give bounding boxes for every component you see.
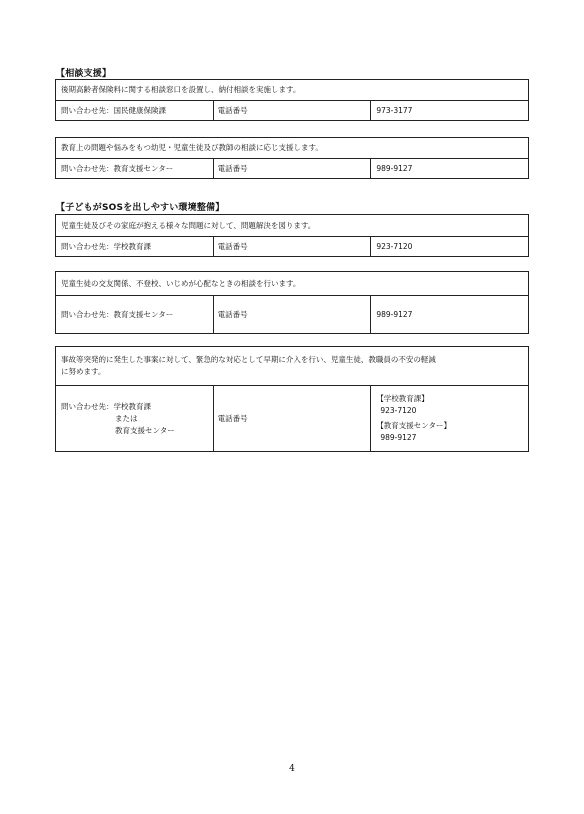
- box-description-line-1: 事故等突発的に発生した事案に対して、緊急的な対応として早期に介入を行い、児童生徒、教職員の不安の軽減: [61, 355, 436, 364]
- phone-number: 973-3177: [371, 101, 529, 121]
- phone-label: 電話番号: [213, 159, 371, 179]
- box-contact: 問い合わせ先：教育支援センター: [56, 159, 214, 179]
- phone-group-1-label: 【学校教育課】: [376, 394, 429, 403]
- phone-number: 989-9127: [371, 159, 529, 179]
- box-description: 児童生徒及びその家庭が抱える様々な問題に対して、問題解決を図ります。: [56, 215, 529, 237]
- phone-label: 電話番号: [213, 386, 371, 452]
- phone-group-2-number: 989-9127: [380, 433, 417, 442]
- phone-group-2-label: 【教育支援センター】: [376, 421, 452, 430]
- contact-line-2: または: [115, 413, 138, 423]
- phone-label: 電話番号: [213, 296, 371, 334]
- section-heading-sos: 【子どもがSOSを出しやすい環境整備】: [56, 203, 225, 213]
- phone-label: 電話番号: [213, 237, 371, 257]
- box-contact: 問い合わせ先：国民健康保険課: [56, 101, 214, 121]
- contact-line-1: 問い合わせ先：学校教育課: [61, 401, 151, 411]
- phone-label: 電話番号: [213, 101, 371, 121]
- box-description: 教育上の問題や悩みをもつ幼児・児童生徒及び教師の相談に応じ支援します。: [56, 138, 529, 159]
- box-contact: [56, 386, 214, 452]
- support-box-3: [55, 214, 529, 257]
- phone-group-1-number: 923-7120: [380, 406, 417, 415]
- phone-number: 989-9127: [371, 296, 529, 334]
- box-description: 後期高齢者保険料に関する相談窓口を設置し、納付相談を実施します。: [56, 80, 529, 101]
- box-contact: 問い合わせ先：学校教育課: [56, 237, 214, 257]
- box-description-line-2: に努めます。: [61, 367, 106, 376]
- phone-numbers: [371, 386, 529, 452]
- box-contact: 問い合わせ先：教育支援センター: [56, 296, 214, 334]
- support-box-4: [55, 271, 529, 334]
- support-box-5: [55, 346, 529, 452]
- contact-line-3: 教育支援センター: [115, 425, 175, 435]
- phone-number: 923-7120: [371, 237, 529, 257]
- section-heading-counseling: 【相談支援】: [56, 69, 112, 79]
- box-description: 児童生徒の交友関係、不登校、いじめが心配なときの相談を行います。: [56, 272, 529, 296]
- support-box-2: [55, 137, 529, 179]
- box-description: [56, 347, 529, 386]
- support-box-1: [55, 79, 529, 121]
- page-number: 4: [289, 764, 295, 774]
